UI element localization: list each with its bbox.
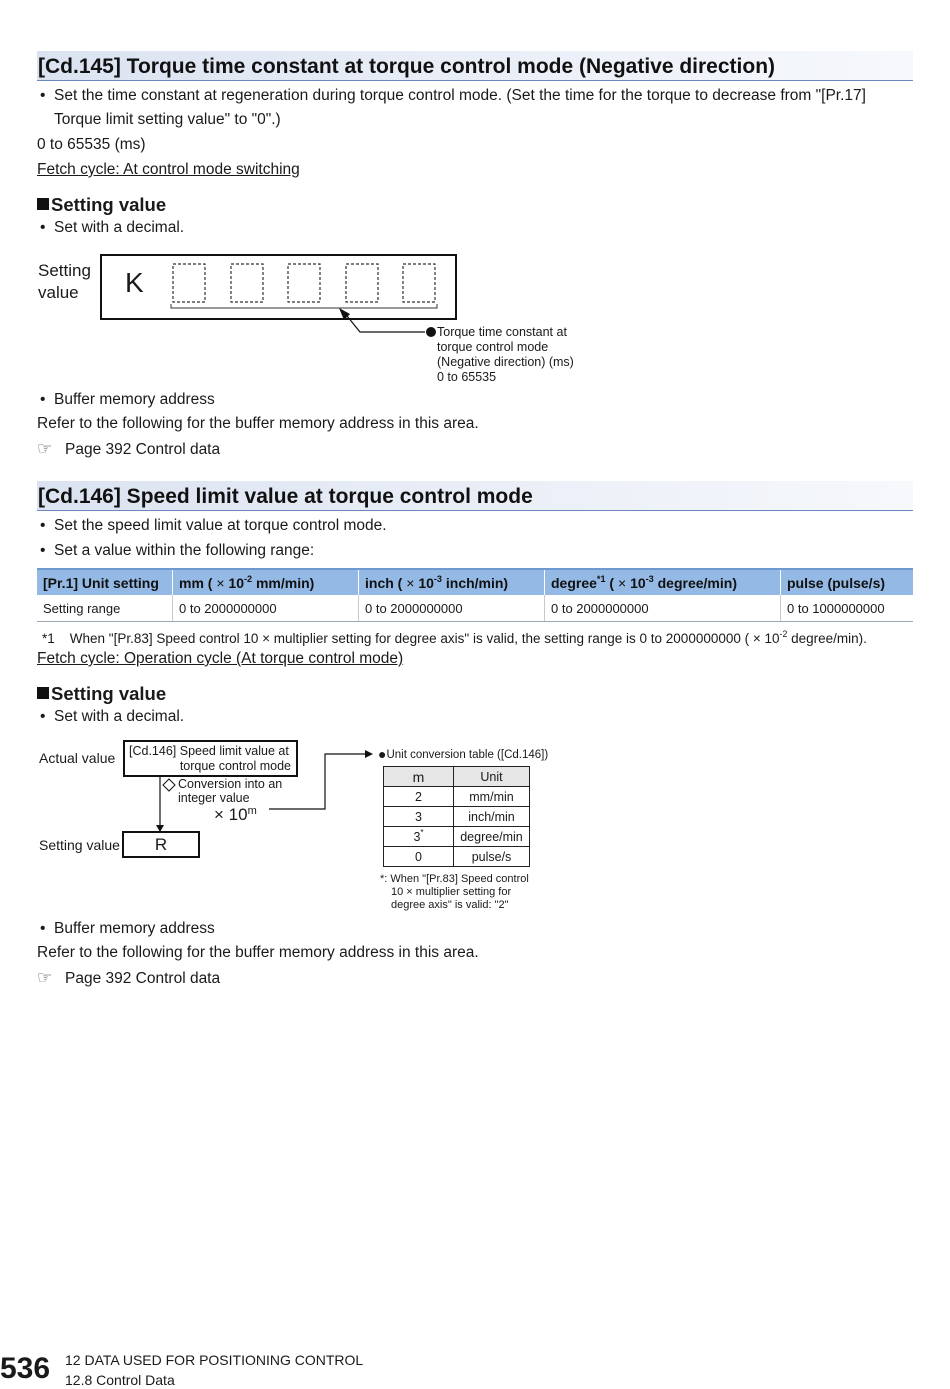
- multiplier: × $10^m$: [214, 805, 257, 824]
- setting-value-heading: Setting value: [37, 194, 166, 216]
- table-header: Unit: [454, 767, 530, 787]
- pointing-hand-icon: ☞: [37, 439, 53, 458]
- bullet-item: • Set the speed limit value at torque control mode.: [40, 517, 387, 534]
- table-cell: 2: [384, 787, 454, 807]
- footer-chapter: 12 DATA USED FOR POSITIONING CONTROL: [65, 1352, 364, 1368]
- bullet-item: • Set with a decimal.: [40, 708, 185, 725]
- table-header: m: [384, 767, 454, 787]
- fetch-cycle: Fetch cycle: Operation cycle (At torque control mode): [37, 650, 404, 667]
- footer-section: 12.8 Control Data: [65, 1372, 175, 1388]
- table-cell: mm/min: [454, 787, 530, 807]
- setting-value-label: Setting value: [39, 837, 120, 853]
- table-cell: 3: [384, 807, 454, 827]
- conversion-table-note: *: When "[Pr.83] Speed control 10 × multiplier setting for degree axis" is valid: "2": [380, 873, 529, 911]
- conversion-table-title: ●Unit conversion table ([Cd.146]): [378, 746, 549, 762]
- table-header: mm ( × $10^{-2}$ mm/min): [173, 569, 359, 595]
- table-row: [384, 787, 530, 807]
- section-title-cd146: [Cd.146] Speed limit value at torque control mode: [37, 481, 913, 511]
- pointing-hand-icon: ☞: [37, 968, 53, 987]
- table-cell: 0 to 1000000000: [781, 595, 914, 622]
- setting-value-label: Setting value: [38, 261, 91, 302]
- value-range: 0 to 65535 (ms): [37, 136, 146, 153]
- table-cell: Setting range: [37, 595, 173, 622]
- bullet-item: • Buffer memory address: [40, 920, 215, 937]
- table-header: degree$^{*1}$ ( × $10^{-3}$ degree/min): [545, 569, 781, 595]
- page-link[interactable]: ☞ Page 392 Control data: [37, 968, 221, 987]
- table-row: [384, 847, 530, 867]
- section-title-cd145: [Cd.145] Torque time constant at torque control mode (Negative direction): [37, 51, 913, 81]
- digit-prefix: K: [125, 267, 144, 298]
- table-cell: pulse/s: [454, 847, 530, 867]
- fetch-cycle: Fetch cycle: At control mode switching: [37, 161, 300, 178]
- setting-value-box: R: [154, 835, 168, 854]
- table-row: [384, 827, 530, 847]
- actual-value-label: Actual value: [39, 750, 116, 766]
- table-row: [37, 595, 913, 622]
- table-header: [Pr.1] Unit setting: [37, 569, 173, 595]
- bullet-item: • Buffer memory address: [40, 391, 215, 408]
- callout-torque-time-constant: Torque time constant at torque control mode (Negative direction) (ms) 0 to 65535: [437, 325, 574, 384]
- bullet-item-continuation: Torque limit setting value" to "0".): [54, 111, 281, 128]
- table-cell: 0 to 2000000000: [173, 595, 359, 622]
- page-number: 536: [0, 1352, 51, 1385]
- table-cell: inch/min: [454, 807, 530, 827]
- page-link[interactable]: ☞ Page 392 Control data: [37, 439, 221, 458]
- bullet-item: • Set the time constant at regeneration during torque control mode. (Set the time for the torque to decrease from "[Pr.17]: [40, 87, 866, 104]
- bullet-item: • Set a value within the following range:: [40, 542, 315, 559]
- table-header-row: [37, 569, 913, 595]
- setting-range-table: [37, 568, 913, 622]
- bullet-item: • Set with a decimal.: [40, 219, 185, 236]
- digit-prefix-anchor: [40, 261, 41, 262]
- conversion-note: Conversion into an integer value: [178, 777, 283, 805]
- table-cell: 0 to 2000000000: [545, 595, 781, 622]
- bullet-dot-icon: ●: [378, 746, 387, 762]
- table-header: inch ( × $10^{-3}$ inch/min): [359, 569, 545, 595]
- speed-limit-box: [Cd.146] Speed limit value at torque control mode: [129, 744, 291, 773]
- table-row: [384, 807, 530, 827]
- table-cell: 0 to 2000000000: [359, 595, 545, 622]
- table-footnote: *1 When "[Pr.83] Speed control 10 × multiplier setting for degree axis" is valid, the setting range is 0 to 2000000000 ( × $10^{-2}$ degree/min).: [42, 629, 867, 646]
- table-cell: 3*: [384, 827, 454, 847]
- refer-text: Refer to the following for the buffer memory address in this area.: [37, 415, 479, 432]
- unit-conversion-table: [383, 766, 530, 867]
- table-cell: 0: [384, 847, 454, 867]
- setting-value-heading: Setting value: [37, 683, 166, 705]
- table-header: pulse (pulse/s): [781, 569, 914, 595]
- table-cell: degree/min: [454, 827, 530, 847]
- refer-text: Refer to the following for the buffer memory address in this area.: [37, 944, 479, 961]
